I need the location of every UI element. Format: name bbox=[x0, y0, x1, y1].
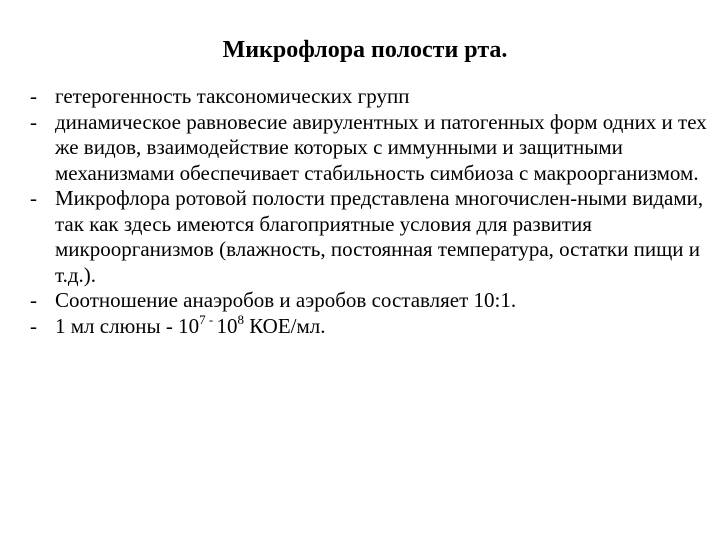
list-item bbox=[30, 311, 710, 340]
list-item bbox=[30, 84, 710, 110]
bullet-list bbox=[30, 84, 710, 339]
exponent-dash: - bbox=[205, 311, 217, 327]
bullet-text: динамическое равновесие авирулентных и патогенных форм одних и тех же видов, взаимодействие которых с иммунными и защитными механизмами обеспечивает стабильность симбиоза с макроорганизмом. bbox=[55, 109, 707, 185]
list-item bbox=[30, 110, 710, 187]
bullet-dash: - bbox=[30, 186, 37, 210]
slide-title: Микрофлора полости рта. bbox=[222, 37, 508, 63]
saliva-line bbox=[55, 311, 326, 338]
bullet-dash: - bbox=[30, 109, 37, 134]
list-item bbox=[30, 288, 710, 314]
exponent-7: 7 bbox=[199, 311, 206, 327]
bullet-dash: - bbox=[30, 84, 37, 108]
bullet-dash: - bbox=[30, 313, 37, 338]
bullet-text: гетерогенность таксономических групп bbox=[55, 84, 410, 108]
bullet-text: Микрофлора ротовой полости представлена многочислен-ными видами, так как здесь имеются благоприятные условия для развития микроорганизмов (влажность, постоянная температура, остатки пищи и т.д.). bbox=[55, 186, 704, 287]
saliva-base-10: 10 bbox=[216, 313, 238, 338]
saliva-unit: КОЕ/мл. bbox=[243, 313, 326, 338]
bullet-text: Соотношение анаэробов и аэробов составляет 10:1. bbox=[55, 288, 517, 312]
bullet-dash: - bbox=[30, 288, 37, 312]
list-item bbox=[30, 186, 710, 288]
exponent-8: 8 bbox=[237, 311, 244, 327]
saliva-prefix: 1 мл слюны - 10 bbox=[55, 313, 200, 338]
